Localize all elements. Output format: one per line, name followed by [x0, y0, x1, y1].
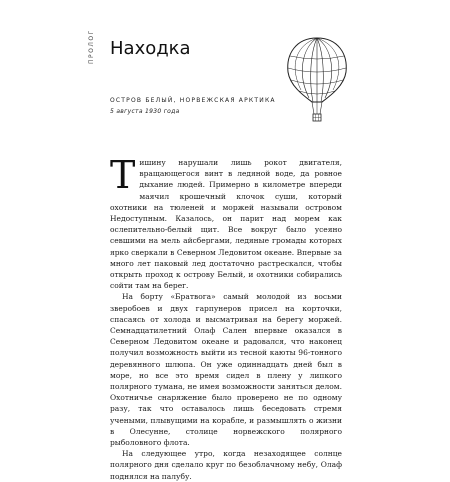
- chapter-title: Находка: [110, 38, 191, 59]
- paragraph: На следующее утро, когда незаходящее солнце полярного дня сделало круг по безоблачному небу, Олаф поднялся на палубу.: [110, 449, 342, 481]
- paragraph-text: ишину нарушали лишь рокот двигателя, вращающегося винт в ледяной воде, да ровное дыхание людей. Примерно в километре впереди маячил крошечный клочок суши, который охотники на тюленей и моржей называли островом Недоступным. Казалось, он парит над морем как ослепительно-белый щит. Все вокруг было усеяно севшими на мель айсбергами, ледяные громады которых ярко сверкали в Северном Ледовитом океане. Впервые за много лет паковый лед достаточно растрескался, чтобы открыть проход к острову Белый, и охотники собирались сойти там на берег.: [110, 158, 342, 291]
- location-line: ОСТРОВ БЕЛЫЙ, НОРВЕЖСКАЯ АРКТИКА: [110, 97, 276, 104]
- hot-air-balloon-icon: [282, 34, 352, 134]
- date-line: 5 августа 1930 года: [110, 108, 180, 115]
- paragraph: На борту «Братвога» самый молодой из восьми зверобоев и двух гарпунеров присел на корточки, спасаясь от холода и высматривая на берегу моржей. Семнадцатилетний Олаф Сален впервые оказался в Северном Ледовитом океане и радовался, что наконец получил возможность выйти из тесной каюты 96-тонного деревянного шлюпа. Он уже одиннадцать дней был в море, но все это время сидел в плену у липкого полярного тумана, не имея возможности заняться делом. Охотничье снаряжение было проверено не по одному разу, так что оставалось лишь беседовать стремя учеными, плывущими на корабле, и размышлять о жизни в Олесунне, столице норвежского полярного рыболовного флота.: [110, 292, 342, 448]
- section-label: ПРОЛОГ: [88, 29, 95, 64]
- body-text: [110, 153, 342, 482]
- paragraph: [110, 153, 342, 291]
- drop-cap: Т: [110, 153, 136, 197]
